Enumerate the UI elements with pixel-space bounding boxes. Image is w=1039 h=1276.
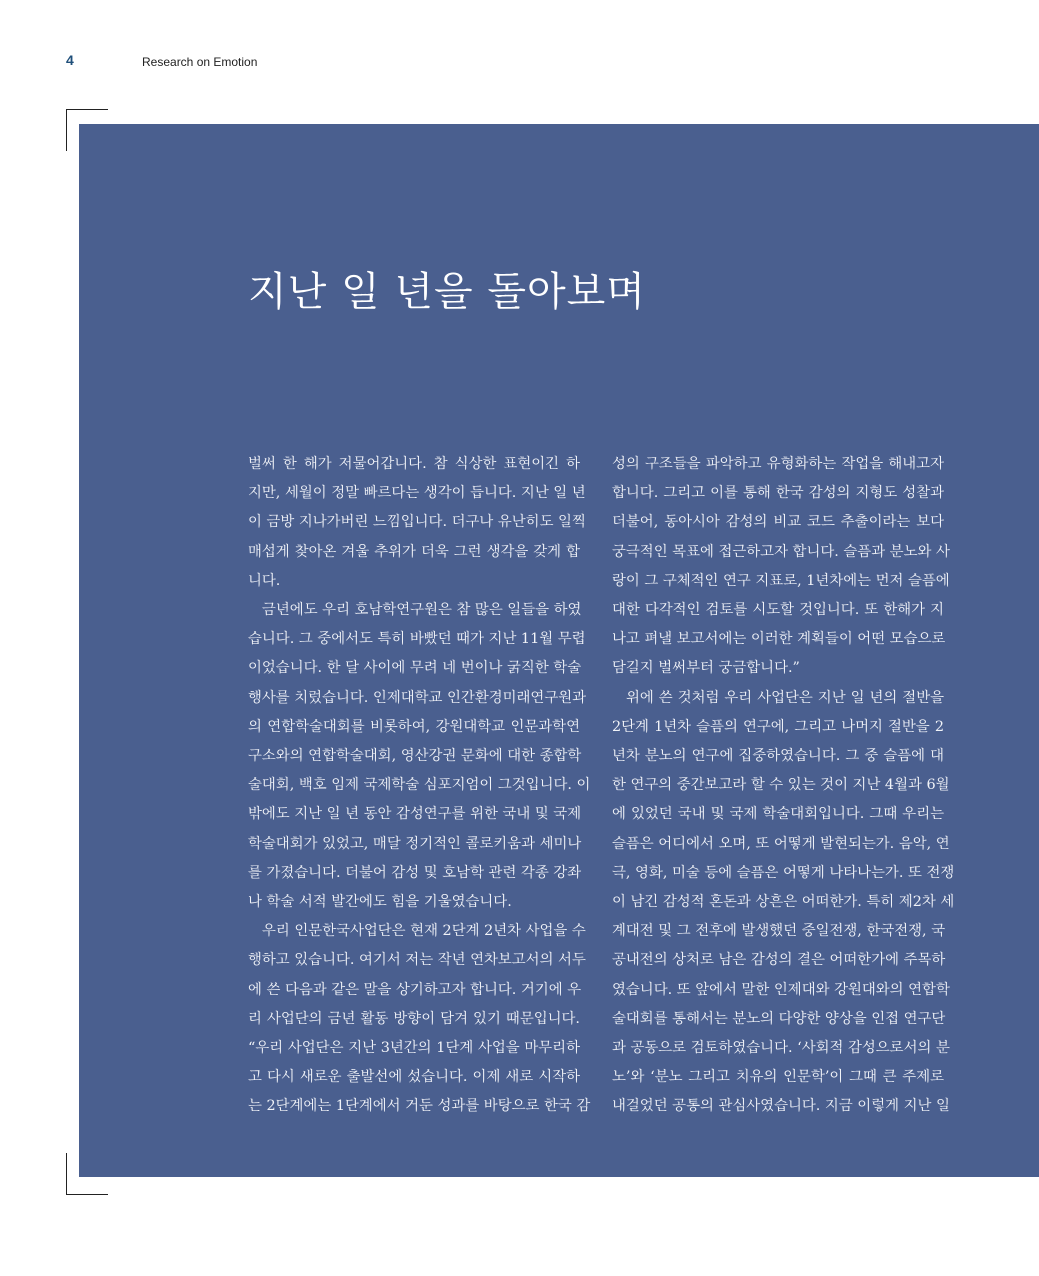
paragraph-line: 니다. [248, 572, 281, 589]
paragraph-line: 학술대회가 있었고, 매달 정기적인 콜로키움과 세미나 [248, 835, 582, 852]
paragraph-line: 나고 펴낼 보고서에는 이러한 계획들이 어떤 모습으로 [612, 631, 946, 648]
paragraph-line: 매섭게 찾아온 겨울 추위가 더욱 그런 생각을 갖게 합 [248, 543, 580, 560]
paragraph-line: “우리 사업단은 지난 3년간의 1단계 사업을 마무리하 [248, 1040, 580, 1057]
paragraph-line: 합니다. 그리고 이를 통해 한국 감성의 지형도 성찰과 [612, 485, 944, 502]
paragraph-line: 였습니다. 또 앞에서 말한 인제대와 강원대와의 연합학 [612, 981, 950, 998]
paragraph-line: 고 다시 새로운 출발선에 섰습니다. 이제 새로 시작하 [248, 1069, 580, 1086]
paragraph-line: 더불어, 동아시아 감성의 비교 코드 추출이라는 보다 [612, 514, 944, 531]
crop-mark-top-horizontal [66, 109, 108, 110]
running-head: Research on Emotion [142, 55, 258, 69]
paragraph-line: 노’와 ‘분노 그리고 치유의 인문학’이 그때 큰 주제로 [612, 1069, 944, 1086]
paragraph-line: 2단계 1년차 슬픔의 연구에, 그리고 나머지 절반을 2 [612, 718, 944, 735]
paragraph-line: 슬픔은 어디에서 오며, 또 어떻게 발현되는가. 음악, 연 [612, 835, 950, 852]
paragraph-line: 밖에도 지난 일 년 동안 감성연구를 위한 국내 및 국제 [248, 806, 582, 823]
paragraph-line: 이 남긴 감성적 혼돈과 상흔은 어떠한가. 특히 제2차 세 [612, 894, 955, 911]
paragraph-line: 구소와의 연합학술대회, 영산강권 문화에 대한 종합학 [248, 748, 582, 765]
article-panel [79, 124, 1039, 1177]
paragraph-line: 궁극적인 목표에 접근하고자 합니다. 슬픔과 분노와 사 [612, 543, 950, 560]
crop-mark-top-vertical [66, 109, 67, 151]
left-column [248, 450, 591, 1122]
paragraph-line: 습니다. 그 중에서도 특히 바빴던 때가 지난 11월 무렵 [248, 631, 586, 648]
paragraph-line: 벌써 한 해가 저물어갑니다. 참 식상한 표현이긴 하 [248, 456, 580, 472]
page-number: 4 [66, 52, 74, 68]
paragraph-line: 에 쓴 다음과 같은 말을 상기하고자 합니다. 거기에 우 [248, 981, 582, 998]
crop-mark-bottom-vertical [66, 1153, 67, 1195]
paragraph-line: 의 연합학술대회를 비롯하여, 강원대학교 인문과학연 [248, 718, 580, 735]
paragraph-line: 공내전의 상처로 남은 감성의 결은 어떠한가에 주목하 [612, 952, 946, 969]
paragraph-line: 리 사업단의 금년 활동 방향이 담겨 있기 때문입니다. [248, 1010, 580, 1027]
paragraph-line: 나 학술 서적 발간에도 힘을 기울였습니다. [248, 894, 512, 911]
paragraph-line: 랑이 그 구체적인 연구 지표로, 1년차에는 먼저 슬픔에 [612, 572, 950, 589]
article-title: 지난 일 년을 돌아보며 [248, 269, 646, 315]
paragraph-line: 금년에도 우리 호남학연구원은 참 많은 일들을 하였 [262, 602, 582, 619]
paragraph-line: 술대회를 통해서는 분노의 다양한 양상을 인접 연구단 [612, 1010, 946, 1027]
paragraph-line: 계대전 및 그 전후에 발생했던 중일전쟁, 한국전쟁, 국 [612, 923, 946, 940]
paragraph-line: 에 있었던 국내 및 국제 학술대회입니다. 그때 우리는 [612, 806, 944, 823]
paragraph-line: 년차 분노의 연구에 집중하였습니다. 그 중 슬픔에 대 [612, 748, 944, 765]
paragraph-line: 행사를 치렀습니다. 인제대학교 인간환경미래연구원과 [248, 689, 587, 706]
paragraph-line: 우리 인문한국사업단은 현재 2단계 2년차 사업을 수 [262, 923, 586, 940]
paragraph-line: 를 가졌습니다. 더불어 감성 및 호남학 관련 각종 강좌 [248, 864, 582, 881]
paragraph-line: 한 연구의 중간보고라 할 수 있는 것이 지난 4월과 6월 [612, 777, 950, 794]
paragraph-line: 는 2단계에는 1단계에서 거둔 성과를 바탕으로 한국 감 [248, 1098, 591, 1115]
right-column [612, 450, 955, 1122]
paragraph-line: 대한 다각적인 검토를 시도할 것입니다. 또 한해가 지 [612, 602, 944, 619]
paragraph-line: 담길지 벌써부터 궁금합니다.” [612, 660, 800, 677]
paragraph-line: 행하고 있습니다. 여기서 저는 작년 연차보고서의 서두 [248, 952, 586, 969]
paragraph-line: 지만, 세월이 정말 빠르다는 생각이 듭니다. 지난 일 년 [248, 485, 586, 502]
paragraph-line: 위에 쓴 것처럼 우리 사업단은 지난 일 년의 절반을 [626, 689, 944, 706]
crop-mark-bottom-horizontal [66, 1194, 108, 1195]
paragraph-line: 과 공동으로 검토하였습니다. ‘사회적 감성으로서의 분 [612, 1040, 950, 1057]
paragraph-line: 이었습니다. 한 달 사이에 무려 네 번이나 굵직한 학술 [248, 660, 582, 677]
paragraph-line: 극, 영화, 미술 등에 슬픔은 어떻게 나타나는가. 또 전쟁 [612, 864, 955, 881]
paragraph-line: 이 금방 지나가버린 느낌입니다. 더구나 유난히도 일찍 [248, 514, 586, 531]
paragraph-line: 내걸었던 공통의 관심사였습니다. 지금 이렇게 지난 일 [612, 1098, 950, 1115]
paragraph-line: 성의 구조들을 파악하고 유형화하는 작업을 해내고자 [612, 456, 944, 472]
paragraph-line: 술대회, 백호 임제 국제학술 심포지엄이 그것입니다. 이 [248, 777, 591, 794]
